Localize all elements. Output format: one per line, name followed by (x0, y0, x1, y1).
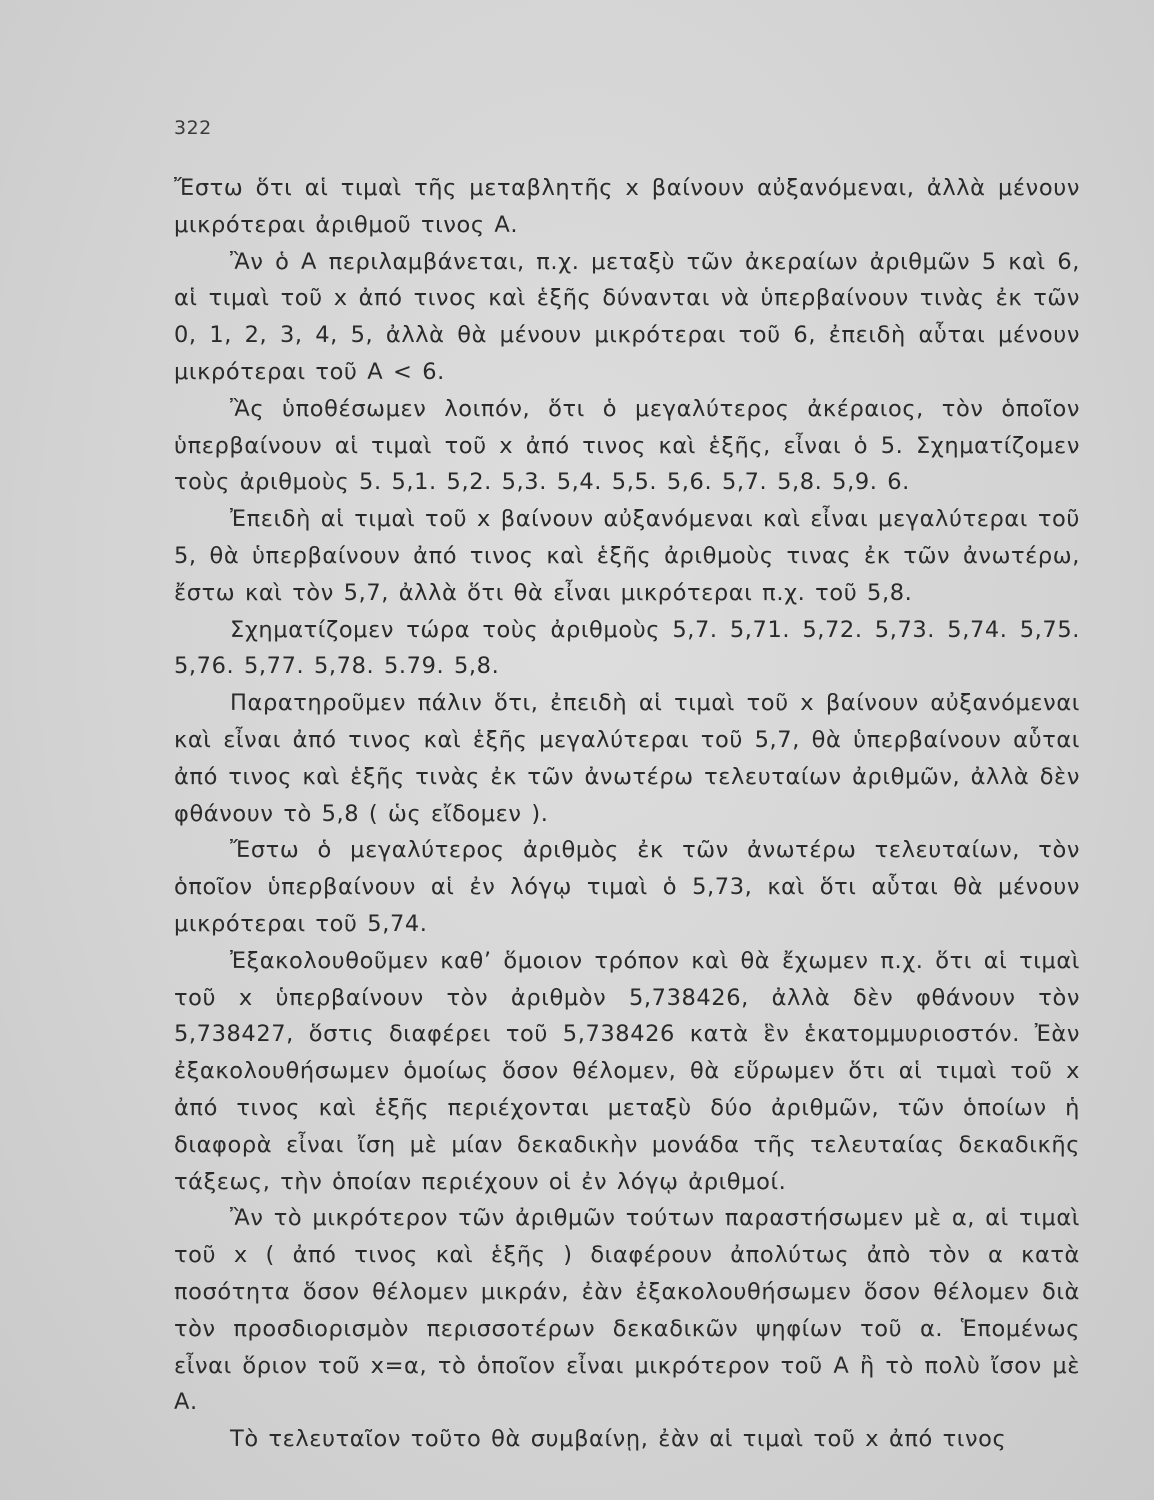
page-number: 322 (174, 117, 212, 139)
paragraph: Ἔστω ὁ μεγαλύτερος ἀριθμὸς ἐκ τῶν ἀνωτέρω τελευταίων, τὸν ὁποῖον ὑπερβαίνουν αἱ ἐν λόγῳ τιμαὶ ὁ 5,73, καὶ ὅτι αὗται θὰ μένουν μικρότεραι τοῦ 5,74. (174, 837, 1080, 937)
paragraph: Ἂν τὸ μικρότερον τῶν ἀριθμῶν τούτων παραστήσωμεν μὲ α, αἱ τιμαὶ τοῦ x ( ἀπό τινος καὶ ἑξῆς ) διαφέρουν ἀπολύτως ἀπὸ τὸν α κατὰ ποσότητα ὅσον θέλομεν μικράν, ἐὰν ἐξακολουθήσωμεν ὅσον θέλομεν διὰ τὸν προσδιορισμὸν περισσοτέρων δεκαδικῶν ψηφίων τοῦ α. Ἑπομένως εἶναι ὅριον τοῦ x=α, τὸ ὁποῖον εἶναι μικρότερον τοῦ Α ἢ τὸ πολὺ ἴσον μὲ Α. (174, 1205, 1080, 1416)
page-body (174, 170, 1080, 1458)
paragraph: Σχηματίζομεν τώρα τοὺς ἀριθμοὺς 5,7. 5,71. 5,72. 5,73. 5,74. 5,75. 5,76. 5,77. 5,78. 5.79. 5,8. (174, 616, 1080, 680)
paragraph: Ἂς ὑποθέσωμεν λοιπόν, ὅτι ὁ μεγαλύτερος ἀκέραιος, τὸν ὁποῖον ὑπερβαίνουν αἱ τιμαὶ τοῦ x ἀπό τινος καὶ ἑξῆς, εἶναι ὁ 5. Σχηματίζομεν τοὺς ἀριθμοὺς 5. 5,1. 5,2. 5,3. 5,4. 5,5. 5,6. 5,7. 5,8. 5,9. 6. (174, 395, 1080, 496)
paragraph: Παρατηροῦμεν πάλιν ὅτι, ἐπειδὴ αἱ τιμαὶ τοῦ x βαίνουν αὐξανόμεναι καὶ εἶναι ἀπό τινος καὶ ἑξῆς μεγαλύτεραι τοῦ 5,7, θὰ ὑπερβαίνουν αὗται ἀπό τινος καὶ ἑξῆς τινὰς ἐκ τῶν ἀνωτέρω τελευταίων ἀριθμῶν, ἀλλὰ δὲν φθάνουν τὸ 5,8 ( ὡς εἴδομεν ). (174, 690, 1080, 827)
paragraph: Ἐξακολουθοῦμεν καθ’ ὅμοιον τρόπον καὶ θὰ ἔχωμεν π.χ. ὅτι αἱ τιμαὶ τοῦ x ὑπερβαίνουν τὸν ἀριθμὸν 5,738426, ἀλλὰ δὲν φθάνουν τὸν 5,738427, ὅστις διαφέρει τοῦ 5,738426 κατὰ ἓν ἑκατομμυριοστόν. Ἐὰν ἐξακολουθήσωμεν ὁμοίως ὅσον θέλομεν, θὰ εὕρωμεν ὅτι αἱ τιμαὶ τοῦ x ἀπό τινος καὶ ἑξῆς περιέχονται μεταξὺ δύο ἀριθμῶν, τῶν ὁποίων ἡ διαφορὰ εἶναι ἴση μὲ μίαν δεκαδικὴν μονάδα τῆς τελευταίας δεκαδικῆς τάξεως, τὴν ὁποίαν περιέχουν οἱ ἐν λόγῳ ἀριθμοί. (174, 947, 1080, 1195)
paragraph: Τὸ τελευταῖον τοῦτο θὰ συμβαίνῃ, ἐὰν αἱ τιμαὶ τοῦ x ἀπό τινος (230, 1426, 1007, 1453)
paragraph: Ἔστω ὅτι αἱ τιμαὶ τῆς μεταβλητῆς x βαίνουν αὐξανόμεναι, ἀλλὰ μένουν μικρότεραι ἀριθμοῦ τινος Α. (174, 175, 1080, 238)
paragraph: Ἂν ὁ Α περιλαμβάνεται, π.χ. μεταξὺ τῶν ἀκεραίων ἀριθμῶν 5 καὶ 6, αἱ τιμαὶ τοῦ x ἀπό τινος καὶ ἑξῆς δύνανται νὰ ὑπερβαίνουν τινὰς ἐκ τῶν 0, 1, 2, 3, 4, 5, ἀλλὰ θὰ μένουν μικρότεραι τοῦ 6, ἐπειδὴ αὗται μένουν μικρότεραι τοῦ Α < 6. (174, 248, 1080, 385)
paragraph: Ἐπειδὴ αἱ τιμαὶ τοῦ x βαίνουν αὐξανόμεναι καὶ εἶναι μεγαλύτεραι τοῦ 5, θὰ ὑπερβαίνουν ἀπό τινος καὶ ἑξῆς ἀριθμοὺς τινας ἐκ τῶν ἀνωτέρω, ἔστω καὶ τὸν 5,7, ἀλλὰ ὅτι θὰ εἶναι μικρότεραι π.χ. τοῦ 5,8. (174, 506, 1080, 606)
